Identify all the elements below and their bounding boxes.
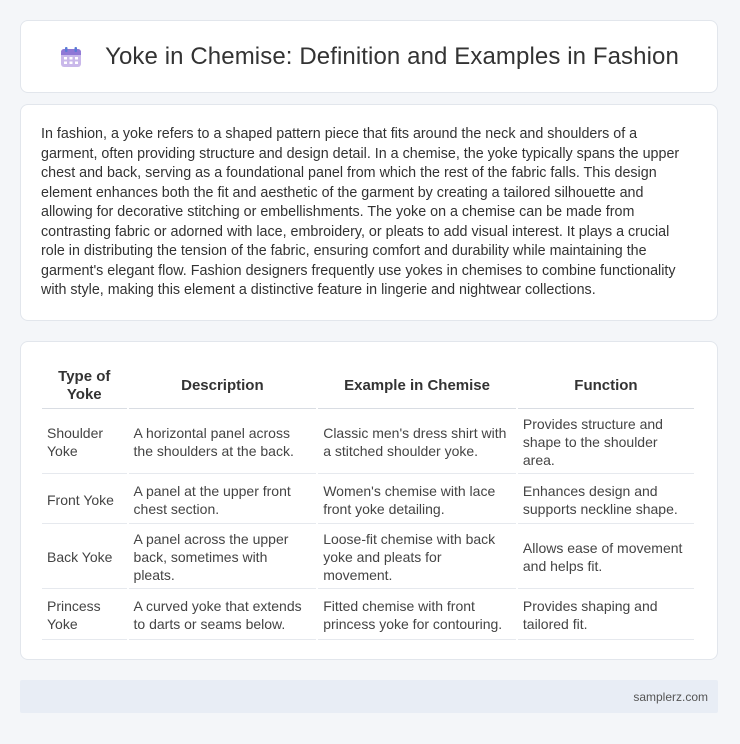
intro-paragraph: In fashion, a yoke refers to a shaped pattern piece that fits around the neck and shoulders of a garment, often providing structure and design detail. In a chemise, the yoke typically spans the upper chest and back, serving as a foundational panel from which the rest of the fabric falls. This design element enhances both the fit and aesthetic of the garment by creating a tailored silhouette and allowing for decorative stitching or embellishments. The yoke on a chemise can be made from contrasting fabric or adorned with lace, embroidery, or pleats to add visual interest. It plays a crucial role in distributing the tension of the fabric, ensuring comfort and durability while maintaining the garment's elegant flow. Fashion designers frequently use yokes in chemises to combine functionality with style, making this element a distinctive feature in lingerie and nightwear collections. [41, 126, 680, 298]
table-card [20, 341, 718, 660]
cell-description: A panel at the upper front chest section. [129, 476, 317, 524]
cell-type: Princess Yoke [42, 591, 127, 640]
yoke-table [40, 362, 696, 642]
cell-example: Women's chemise with lace front yoke detailing. [318, 476, 516, 524]
cell-type: Back Yoke [42, 526, 127, 589]
cell-description: A curved yoke that extends to darts or seams below. [129, 591, 317, 640]
table-row [42, 476, 694, 524]
cell-type: Shoulder Yoke [42, 411, 127, 474]
header-example: Example in Chemise [318, 364, 516, 409]
cell-type: Front Yoke [42, 476, 127, 524]
intro-card [20, 104, 718, 321]
cell-example: Fitted chemise with front princess yoke for contouring. [318, 591, 516, 640]
cell-example: Classic men's dress shirt with a stitched shoulder yoke. [318, 411, 516, 474]
calendar-icon [59, 45, 83, 69]
cell-example: Loose-fit chemise with back yoke and pleats for movement. [318, 526, 516, 589]
footer [20, 680, 718, 713]
cell-function: Enhances design and supports neckline shape. [518, 476, 694, 524]
cell-function: Allows ease of movement and helps fit. [518, 526, 694, 589]
table-header-row [42, 364, 694, 409]
header-type: Type of Yoke [42, 364, 127, 409]
title-card [20, 20, 718, 93]
header-description: Description [129, 364, 317, 409]
table-row [42, 591, 694, 640]
page-title: Yoke in Chemise: Definition and Examples in Fashion [105, 42, 679, 70]
header-function: Function [518, 364, 694, 409]
table-row [42, 411, 694, 474]
cell-description: A panel across the upper back, sometimes with pleats. [129, 526, 317, 589]
table-row [42, 526, 694, 589]
footer-site-link[interactable]: samplerz.com [633, 689, 708, 704]
cell-function: Provides structure and shape to the shoulder area. [518, 411, 694, 474]
cell-function: Provides shaping and tailored fit. [518, 591, 694, 640]
cell-description: A horizontal panel across the shoulders at the back. [129, 411, 317, 474]
